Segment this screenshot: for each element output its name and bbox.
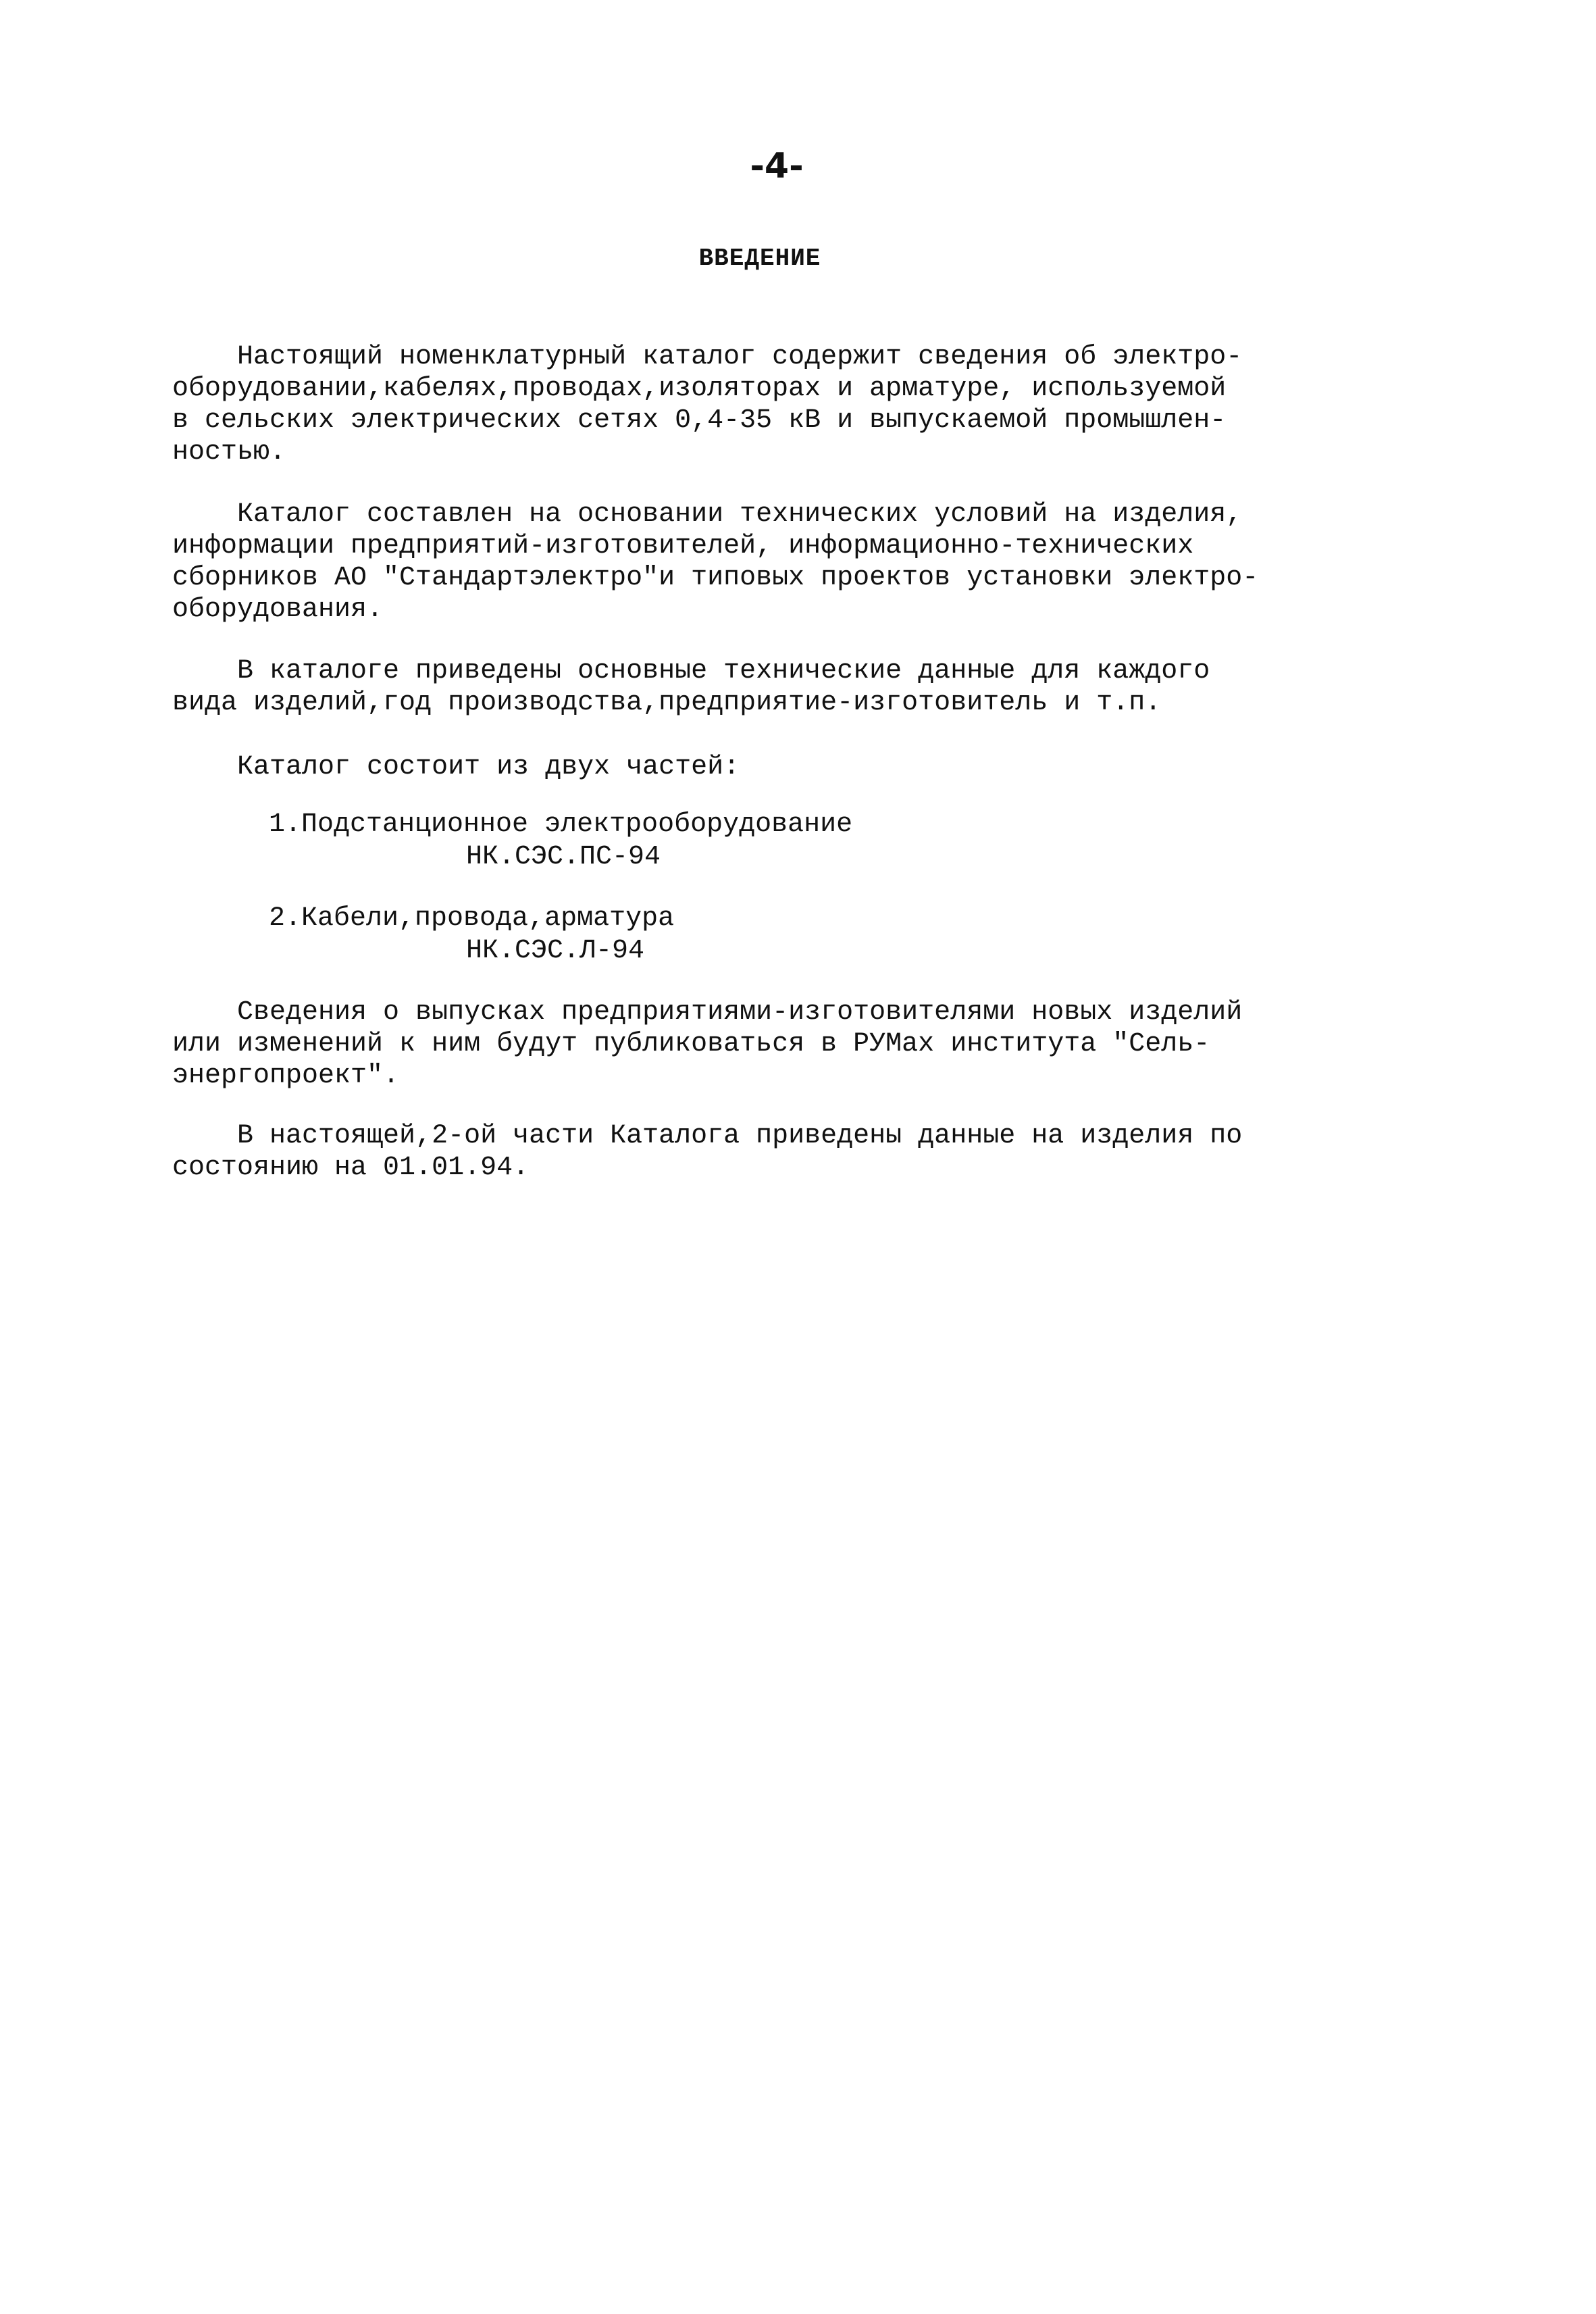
intro-paragraph-3: В каталоге приведены основные технические данные для каждого вида изделий,год производства,предприятие-изготовитель и т.п. [172,656,1210,718]
closing-paragraph-2: В настоящей,2-ой части Каталога приведены данные на изделия по состоянию на 01.01.94. [172,1121,1243,1183]
part-1-title: 1.Подстанционное электрооборудование [269,809,853,840]
intro-paragraph-4: Каталог состоит из двух частей: [172,752,740,782]
part-2-code: НК.СЭС.Л-94 [466,936,645,966]
section-heading: ВВЕДЕНИЕ [698,245,821,272]
part-1-code: НК.СЭС.ПС-94 [466,842,661,872]
closing-paragraph-1: Сведения о выпусках предприятиями-изготовителями новых изделий или изменений к ним будут публиковаться в РУМах института "Сель- энергопроект". [172,997,1243,1091]
part-2-title: 2.Кабели,провода,арматура [269,903,675,934]
intro-paragraph-2: Каталог составлен на основании технических условий на изделия, информации предприятий-изготовителей, информационно-технических сборников АО "Стандартэлектро"и типовых проектов установки электро- оборудования. [172,499,1259,625]
page-number: -4- [750,146,804,186]
intro-paragraph-1: Настоящий номенклатурный каталог содержит сведения об электро- оборудовании,кабелях,проводах,изоляторах и арматуре, используемой в сельских электрических сетях 0,4-35 кВ и выпускаемой промышлен- ностью. [172,342,1243,468]
